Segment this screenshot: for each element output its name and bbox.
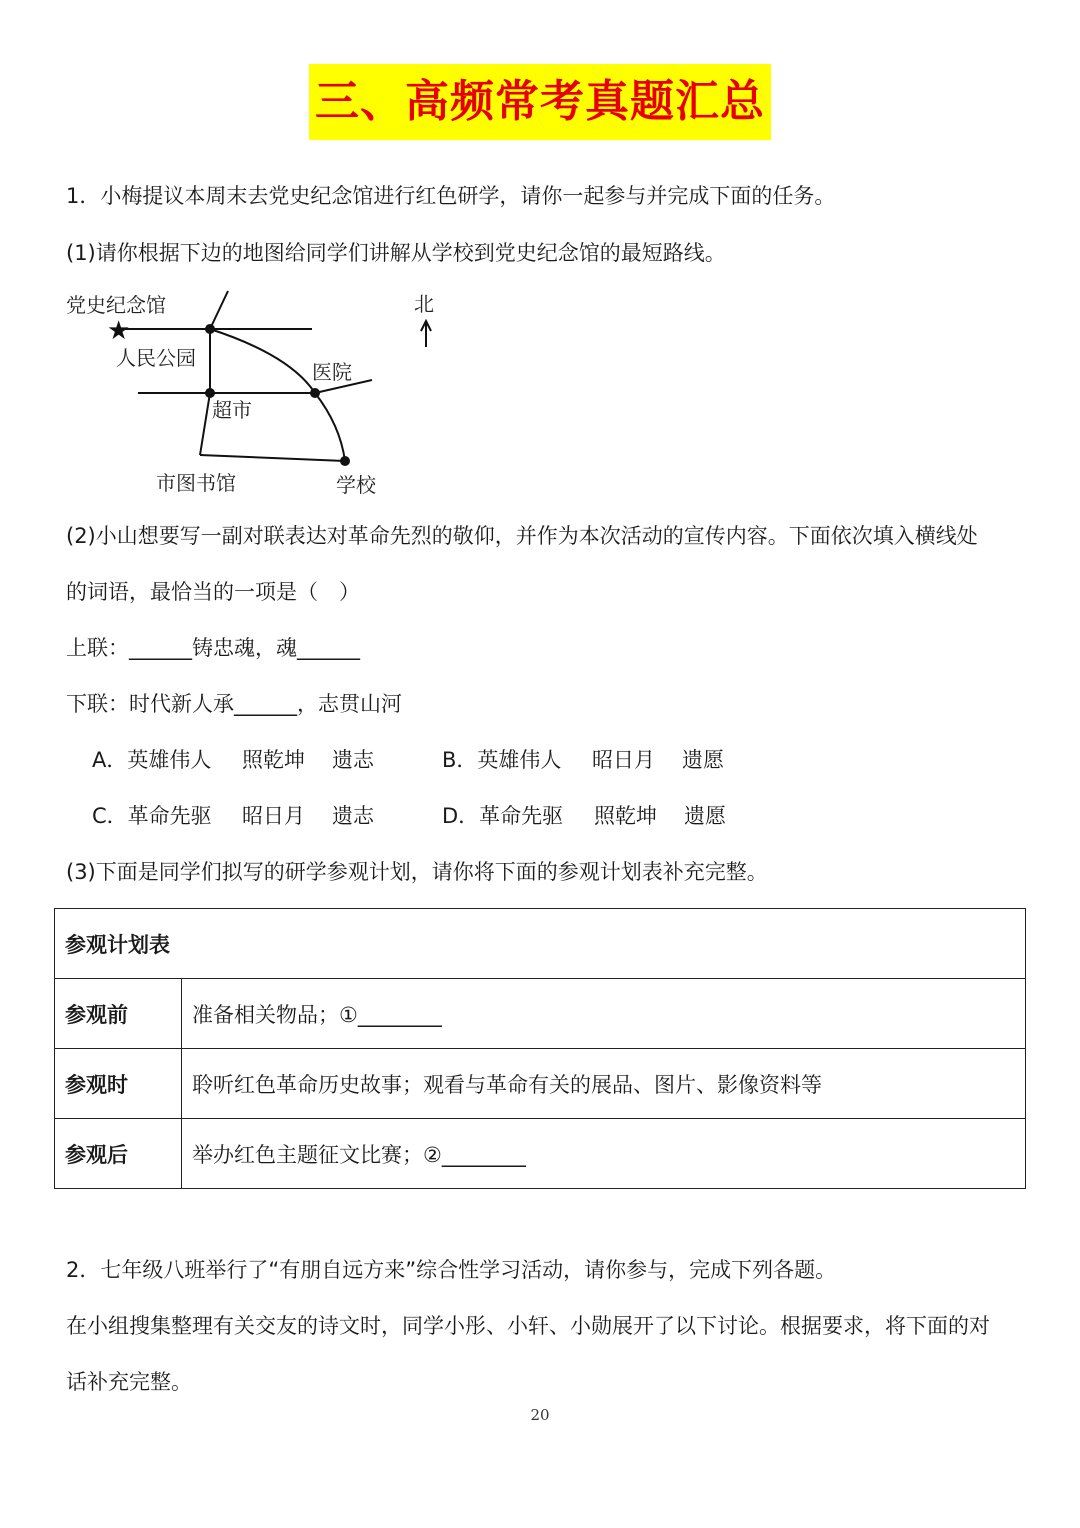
title-container — [0, 64, 1080, 140]
table-row — [55, 979, 1026, 1049]
label-north: 北 — [414, 292, 434, 316]
road-bottom — [200, 455, 345, 461]
option-b[interactable] — [442, 746, 724, 774]
star-icon: ★ — [107, 316, 131, 346]
option-d-word1: D．革命先驱 — [442, 804, 564, 828]
q2-line1: 在小组搜集整理有关交友的诗文时，同学小彤、小轩、小勋展开了以下讨论。根据要求，将下面的对 — [66, 1314, 990, 1338]
label-hospital: 医院 — [312, 360, 352, 384]
label-library: 市图书馆 — [156, 471, 236, 495]
option-d-word2: 照乾坤 — [594, 804, 657, 828]
label-memorial: 党史纪念馆 — [66, 293, 166, 317]
q1-sub2-line1: (2)小山想要写一副对联表达对革命先烈的敬仰，并作为本次活动的宣传内容。下面依次填入横线处 — [66, 524, 978, 548]
table-row — [55, 1049, 1026, 1119]
row-content-during: 聆听红色革命历史故事；观看与革命有关的展品、图片、影像资料等 — [182, 1049, 1026, 1119]
option-c[interactable] — [92, 802, 374, 830]
option-b-word2: 昭日月 — [592, 748, 655, 772]
route-map — [60, 285, 460, 505]
option-a-word2: 照乾坤 — [242, 748, 305, 772]
option-a-word1: A．英雄伟人 — [92, 748, 212, 772]
q1-sub3: (3)下面是同学们拟写的研学参观计划，请你将下面的参观计划表补充完整。 — [66, 860, 768, 884]
option-d[interactable] — [442, 802, 726, 830]
row-label-before: 参观前 — [55, 979, 182, 1049]
label-school: 学校 — [336, 473, 376, 497]
node-park — [205, 324, 215, 334]
couplet-upper: 上联：______铸忠魂，魂______ — [66, 636, 360, 660]
road-to-library — [200, 393, 210, 455]
q2-line2: 话补充完整。 — [66, 1370, 192, 1394]
table-caption-row — [55, 909, 1026, 979]
row-label-during: 参观时 — [55, 1049, 182, 1119]
row-label-after: 参观后 — [55, 1119, 182, 1189]
q1-sub1: (1)请你根据下边的地图给同学们讲解从学校到党史纪念馆的最短路线。 — [66, 241, 726, 265]
q1-intro: 1．小梅提议本周末去党史纪念馆进行红色研学，请你一起参与并完成下面的任务。 — [66, 184, 836, 208]
option-b-word1: B．英雄伟人 — [442, 748, 562, 772]
table-caption: 参观计划表 — [55, 909, 1026, 979]
couplet-lower: 下联：时代新人承______，志贯山河 — [66, 692, 402, 716]
q1-sub2-line2: 的词语，最恰当的一项是（ ） — [66, 580, 360, 604]
option-b-word3: 遗愿 — [682, 748, 724, 772]
page-number: 20 — [530, 1406, 550, 1424]
table-row — [55, 1119, 1026, 1189]
row-content-after[interactable]: 举办红色主题征文比赛；②________ — [182, 1119, 1026, 1189]
option-a[interactable] — [92, 746, 374, 774]
option-a-word3: 遗志 — [332, 748, 374, 772]
node-school — [340, 456, 350, 466]
q2-intro: 2．七年级八班举行了“有朋自远方来”综合性学习活动，请你参与，完成下列各题。 — [66, 1258, 837, 1282]
option-d-word3: 遗愿 — [684, 804, 726, 828]
page-title: 三、高频常考真题汇总 — [309, 64, 771, 140]
node-supermarket — [205, 388, 215, 398]
node-hospital — [310, 388, 320, 398]
option-c-word2: 昭日月 — [242, 804, 305, 828]
row-content-before[interactable]: 准备相关物品；①________ — [182, 979, 1026, 1049]
road-north-stub — [210, 291, 228, 329]
plan-table — [54, 908, 1026, 1189]
option-c-word1: C．革命先驱 — [92, 804, 212, 828]
label-park: 人民公园 — [116, 346, 196, 370]
option-c-word3: 遗志 — [332, 804, 374, 828]
road-curve — [210, 329, 345, 461]
label-supermarket: 超市 — [212, 398, 252, 422]
